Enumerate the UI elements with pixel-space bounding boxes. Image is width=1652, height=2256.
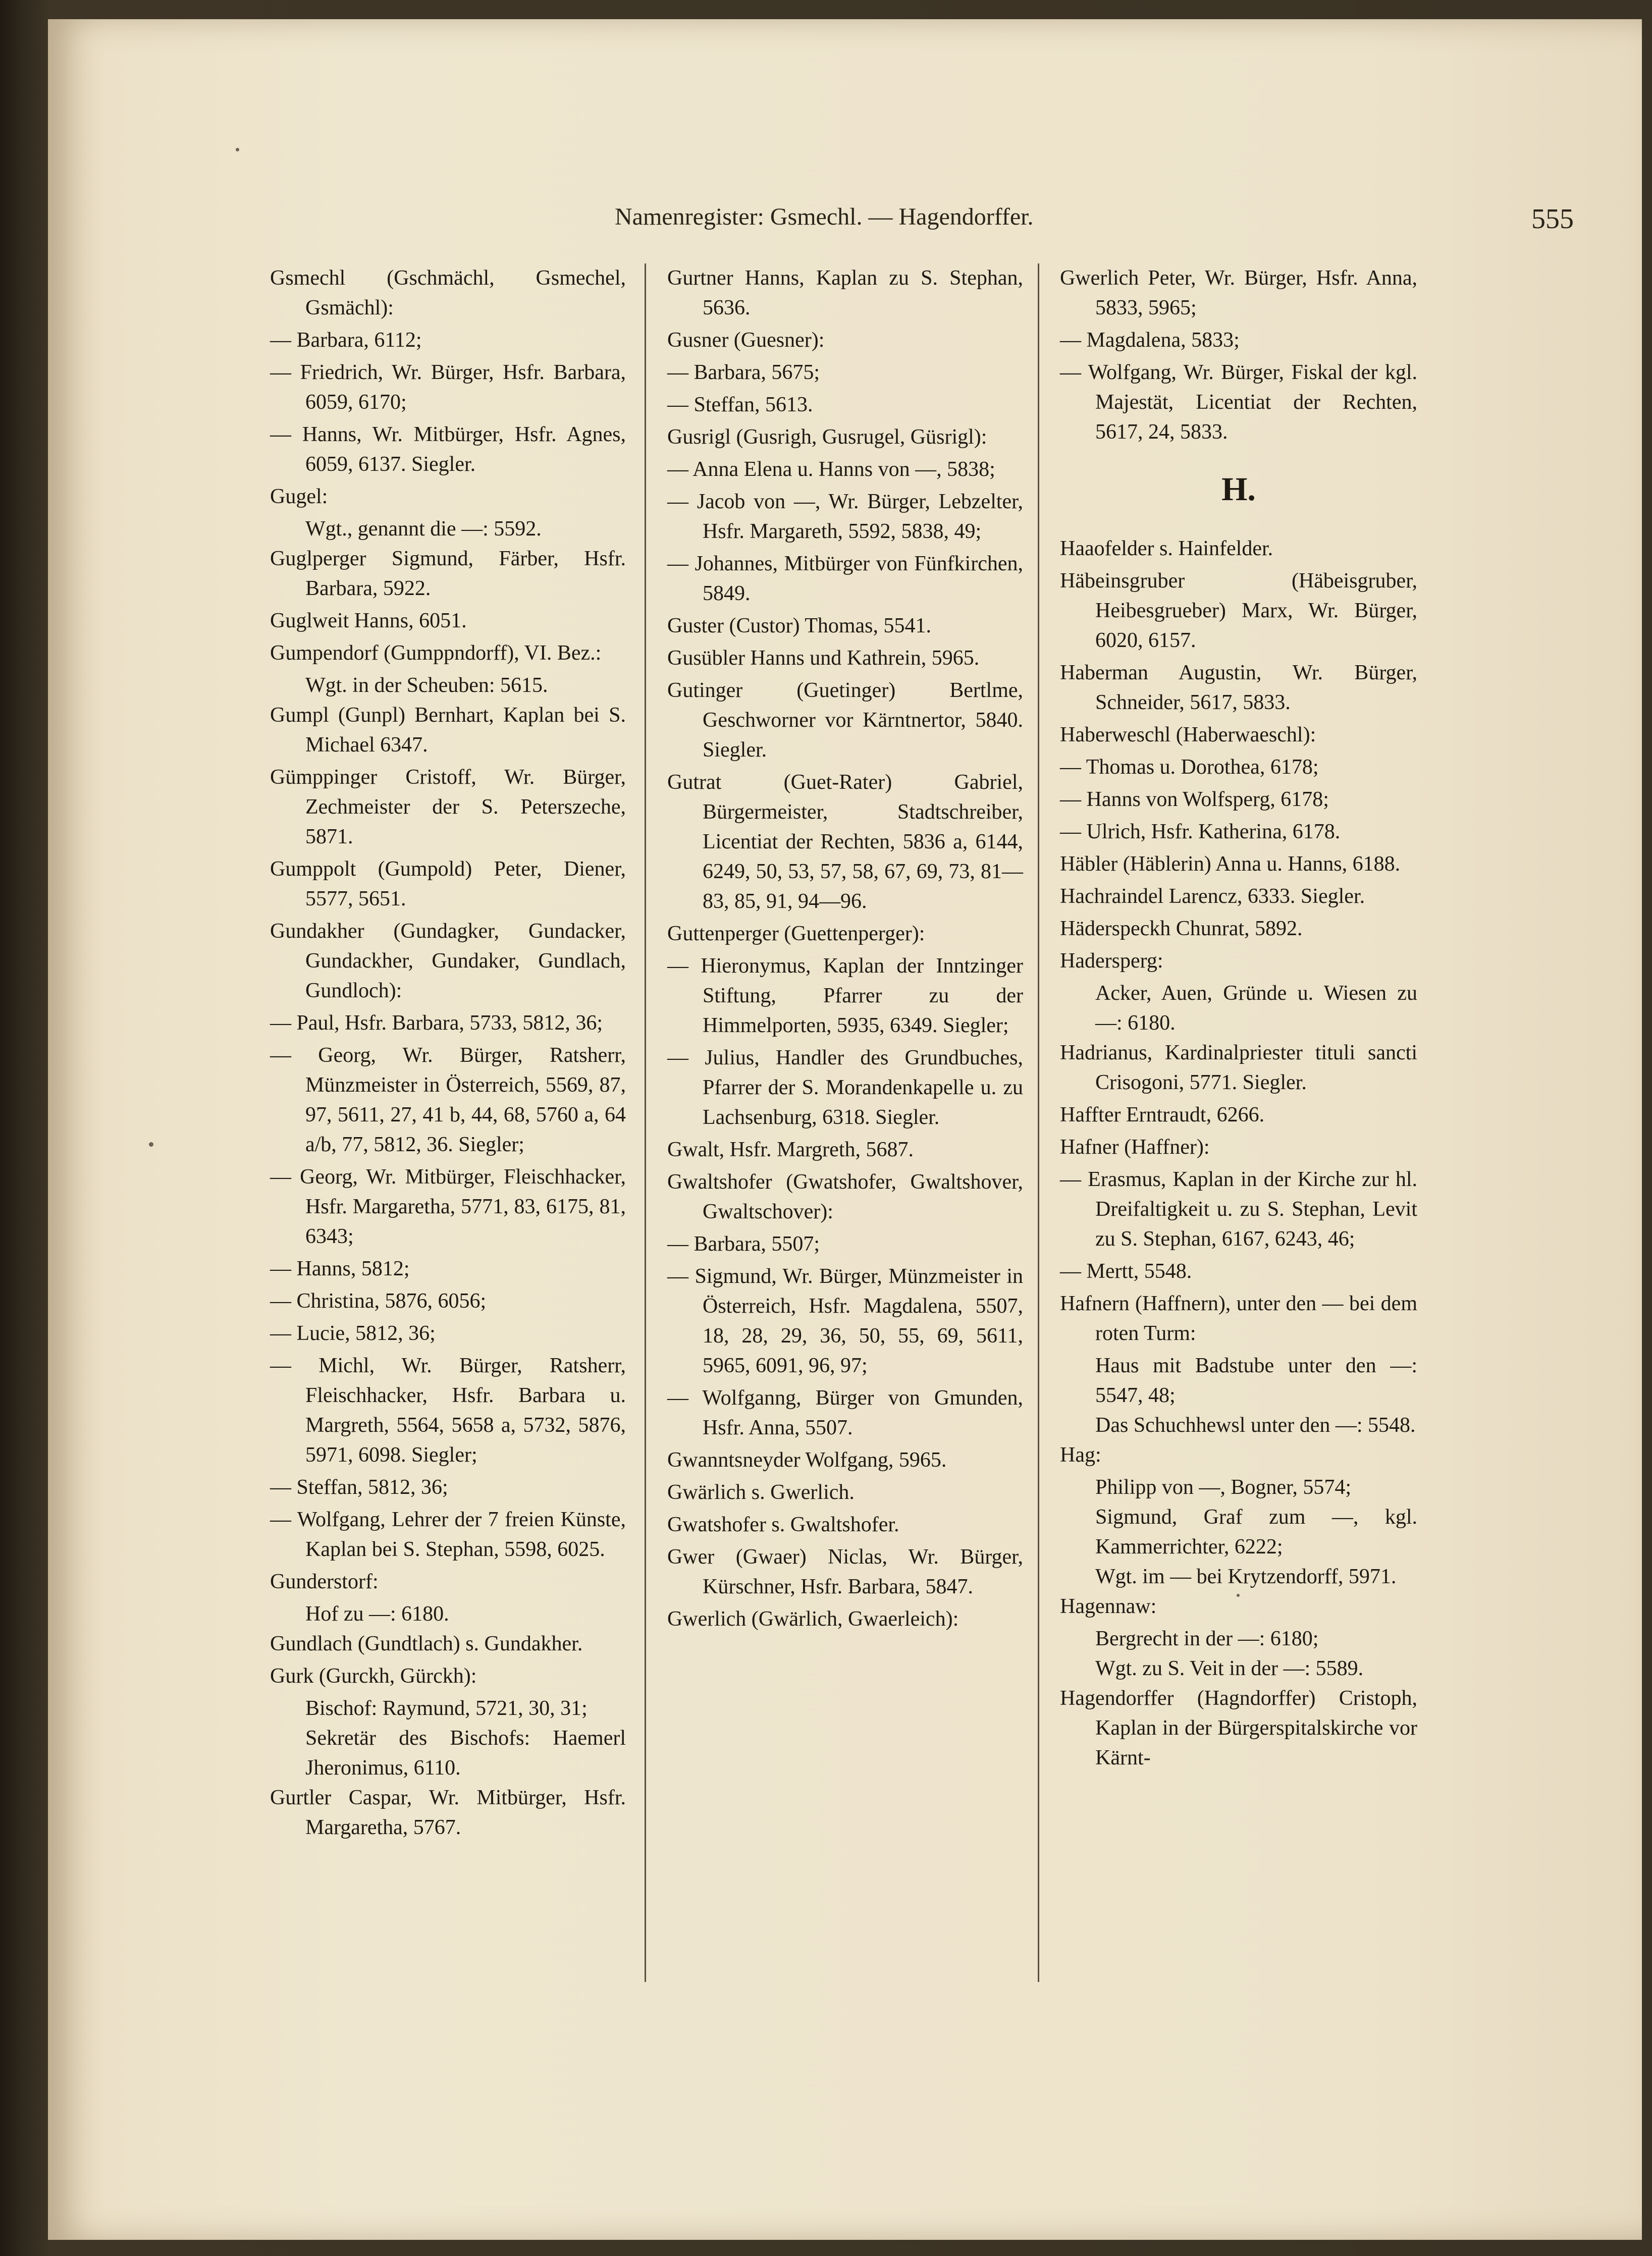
index-entry: — Julius, Handler des Grundbuches, Pfarrer der S. Morandenkapelle u. zu Lachsenburg, 6318. Siegler.	[667, 1046, 1023, 1129]
index-subentry: Wgt. zu S. Veit in der —: 5589.	[1095, 1657, 1364, 1680]
index-entry: — Georg, Wr. Mitbürger, Fleischhacker, Hsfr. Margaretha, 5771, 83, 6175, 81, 6343;	[270, 1165, 626, 1248]
index-subentry: Bischof: Raymund, 5721, 30, 31;	[305, 1697, 588, 1720]
index-entry: Gumpl (Gunpl) Bernhart, Kaplan bei S. Michael 6347.	[270, 704, 626, 757]
index-entry: Gumpendorf (Gumppndorff), VI. Bez.:	[270, 641, 602, 665]
index-column-3	[1060, 263, 1417, 1776]
index-entry: Guglperger Sigmund, Färber, Hsfr. Barbara, 5922.	[270, 547, 626, 600]
index-entry: Guster (Custor) Thomas, 5541.	[667, 614, 932, 637]
index-subentry: Das Schuchhewsl unter den —: 5548.	[1095, 1414, 1416, 1437]
index-entry: — Michl, Wr. Bürger, Ratsherr, Fleischhacker, Hsfr. Barbara u. Margreth, 5564, 5658 a, 5732, 5876, 5971, 6098. Siegler;	[270, 1354, 626, 1467]
column-divider	[645, 263, 646, 1982]
index-entry: Gurtler Caspar, Wr. Mitbürger, Hsfr. Margaretha, 5767.	[270, 1786, 626, 1839]
index-entry: — Magdalena, 5833;	[1060, 329, 1240, 352]
index-entry: Hadrianus, Kardinalpriester tituli sancti Crisogoni, 5771. Siegler.	[1060, 1041, 1417, 1094]
index-subentry: Sekretär des Bischofs: Haemerl Jheronimus, 6110.	[305, 1727, 626, 1780]
index-entry: Gwanntsneyder Wolfgang, 5965.	[667, 1448, 947, 1472]
index-entry: Gwerlich Peter, Wr. Bürger, Hsfr. Anna, 5833, 5965;	[1060, 266, 1417, 319]
index-entry: — Paul, Hsfr. Barbara, 5733, 5812, 36;	[270, 1011, 603, 1035]
index-entry: — Barbara, 5675;	[667, 361, 820, 384]
index-subentry: Sigmund, Graf zum —, kgl. Kammerrichter, 6222;	[1095, 1506, 1417, 1559]
index-entry: Haffter Erntraudt, 6266.	[1060, 1103, 1265, 1126]
index-entry: — Lucie, 5812, 36;	[270, 1322, 436, 1345]
index-entry: — Johannes, Mitbürger von Fünfkirchen, 5849.	[667, 552, 1023, 605]
index-entry: — Barbara, 5507;	[667, 1232, 820, 1256]
index-entry: — Hieronymus, Kaplan der Inntzinger Stiftung, Pfarrer zu der Himmelporten, 5935, 6349. Siegler;	[667, 954, 1023, 1037]
index-entry: — Thomas u. Dorothea, 6178;	[1060, 756, 1319, 779]
index-entry: — Wolfgang, Lehrer der 7 freien Künste, Kaplan bei S. Stephan, 5598, 6025.	[270, 1508, 626, 1561]
index-entry: Haberweschl (Haberwaeschl):	[1060, 723, 1316, 746]
index-entry: Gwaltshofer (Gwatshofer, Gwaltshover, Gwaltschover):	[667, 1170, 1023, 1223]
index-entry: — Ulrich, Hsfr. Katherina, 6178.	[1060, 820, 1341, 843]
index-entry: — Barbara, 6112;	[270, 329, 422, 352]
page-number: 555	[1531, 203, 1574, 235]
index-entry: Haberman Augustin, Wr. Bürger, Schneider, 5617, 5833.	[1060, 661, 1417, 714]
running-header	[615, 203, 1574, 238]
index-entry: Gundlach (Gundtlach) s. Gundakher.	[270, 1632, 583, 1655]
index-entry: Hafner (Haffner):	[1060, 1136, 1210, 1159]
index-entry: Gwer (Gwaer) Niclas, Wr. Bürger, Kürschner, Hsfr. Barbara, 5847.	[667, 1545, 1023, 1598]
column-divider	[1038, 263, 1039, 1982]
index-entry: Gugel:	[270, 485, 328, 508]
index-entry: Gutrat (Guet-Rater) Gabriel, Bürgermeister, Stadtschreiber, Licentiat der Rechten, 5836 a, 6144, 6249, 50, 53, 57, 58, 67, 69, 73, 81—83, 85, 91, 94—96.	[667, 771, 1023, 913]
index-entry: Gusner (Guesner):	[667, 329, 825, 352]
index-entry: — Sigmund, Wr. Bürger, Münzmeister in Österreich, Hsfr. Magdalena, 5507, 18, 28, 29, 36, 50, 55, 69, 5611, 5965, 6091, 96, 97;	[667, 1265, 1023, 1377]
index-entry: Häbeinsgruber (Häbeisgruber, Heibesgrueber) Marx, Wr. Bürger, 6020, 6157.	[1060, 569, 1417, 652]
index-entry: Gsmechl (Gschmächl, Gsmechel, Gsmächl):	[270, 266, 626, 319]
index-entry: — Friedrich, Wr. Bürger, Hsfr. Barbara, 6059, 6170;	[270, 361, 626, 414]
index-subentry: Philipp von —, Bogner, 5574;	[1095, 1476, 1351, 1499]
index-entry: — Mertt, 5548.	[1060, 1260, 1192, 1283]
index-entry: — Steffan, 5812, 36;	[270, 1476, 448, 1499]
index-entry: — Georg, Wr. Bürger, Ratsherr, Münzmeister in Österreich, 5569, 87, 97, 5611, 27, 41 b, 44, 68, 5760 a, 64 a/b, 77, 5812, 36. Siegler;	[270, 1044, 626, 1156]
index-entry: Gurtner Hanns, Kaplan zu S. Stephan, 5636.	[667, 266, 1023, 319]
index-entry: Hagennaw:	[1060, 1595, 1157, 1618]
index-entry: — Wolfganng, Bürger von Gmunden, Hsfr. Anna, 5507.	[667, 1386, 1023, 1439]
index-entry: Haaofelder s. Hainfelder.	[1060, 537, 1273, 560]
index-entry: Gusübler Hanns und Kathrein, 5965.	[667, 647, 980, 670]
index-subentry: Hof zu —: 6180.	[305, 1602, 449, 1626]
index-entry: — Hanns, 5812;	[270, 1257, 410, 1280]
paper-spot	[149, 1142, 153, 1147]
index-entry: Häbler (Häblerin) Anna u. Hanns, 6188.	[1060, 852, 1401, 876]
index-entry: Gundakher (Gundagker, Gundacker, Gundackher, Gundaker, Gundlach, Gundloch):	[270, 920, 626, 1002]
index-entry: — Erasmus, Kaplan in der Kirche zur hl. Dreifaltigkeit u. zu S. Stephan, Levit zu S. Stephan, 6167, 6243, 46;	[1060, 1168, 1417, 1251]
index-column-2	[667, 263, 1023, 1637]
header-title: Namenregister: Gsmechl. — Hagendorffer.	[615, 203, 1034, 230]
index-entry: Gwalt, Hsfr. Margreth, 5687.	[667, 1138, 914, 1161]
index-entry: Gunderstorf:	[270, 1570, 379, 1593]
index-entry: Hagendorffer (Hagndorffer) Cristoph, Kaplan in der Bürgerspitalskirche vor Kärnt-	[1060, 1687, 1417, 1769]
index-subentry: Wgt. in der Scheuben: 5615.	[305, 674, 548, 697]
index-entry: Häderspeckh Chunrat, 5892.	[1060, 917, 1303, 940]
index-column-1	[270, 263, 626, 1845]
index-entry: Hadersperg:	[1060, 949, 1163, 973]
index-entry: — Hanns von Wolfsperg, 6178;	[1060, 788, 1329, 811]
index-subentry: Wgt. im — bei Krytzendorff, 5971.	[1095, 1565, 1397, 1588]
section-letter-heading: H.	[1221, 471, 1256, 508]
index-entry: — Jacob von —, Wr. Bürger, Lebzelter, Hsfr. Margareth, 5592, 5838, 49;	[667, 490, 1023, 543]
index-entry: Hafnern (Haffnern), unter den — bei dem roten Turm:	[1060, 1292, 1417, 1345]
index-entry: — Steffan, 5613.	[667, 393, 813, 416]
index-subentry: Bergrecht in der —: 6180;	[1095, 1627, 1319, 1650]
index-entry: Guttenperger (Guettenperger):	[667, 922, 925, 945]
index-entry: — Christina, 5876, 6056;	[270, 1290, 487, 1313]
index-entry: Gwatshofer s. Gwaltshofer.	[667, 1513, 899, 1536]
index-entry: Gwerlich (Gwärlich, Gwaerleich):	[667, 1607, 959, 1631]
index-entry: Hag:	[1060, 1443, 1101, 1467]
index-subentry: Haus mit Badstube unter den —: 5547, 48;	[1095, 1354, 1417, 1407]
index-entry: Gwärlich s. Gwerlich.	[667, 1481, 855, 1504]
index-entry: Gumppolt (Gumpold) Peter, Diener, 5577, 5651.	[270, 857, 626, 910]
index-entry: — Hanns, Wr. Mitbürger, Hsfr. Agnes, 6059, 6137. Siegler.	[270, 423, 626, 476]
index-entry: Hachraindel Larencz, 6333. Siegler.	[1060, 885, 1365, 908]
index-subentry: Wgt., genannt die —: 5592.	[305, 517, 542, 541]
index-entry: Gümppinger Cristoff, Wr. Bürger, Zechmeister der S. Peterszeche, 5871.	[270, 766, 626, 848]
index-subentry: Acker, Auen, Gründe u. Wiesen zu —: 6180.	[1095, 982, 1417, 1035]
index-entry: Gusrigl (Gusrigh, Gusrugel, Güsrigl):	[667, 425, 987, 449]
index-entry: Gurk (Gurckh, Gürckh):	[270, 1664, 477, 1688]
paper-spot	[236, 148, 239, 151]
index-entry: Gutinger (Guetinger) Bertlme, Geschworner vor Kärntnertor, 5840. Siegler.	[667, 679, 1023, 762]
index-entry: Guglweit Hanns, 6051.	[270, 609, 467, 632]
index-entry: — Anna Elena u. Hanns von —, 5838;	[667, 458, 995, 481]
index-entry: — Wolfgang, Wr. Bürger, Fiskal der kgl. Majestät, Licentiat der Rechten, 5617, 24, 5833.	[1060, 361, 1417, 444]
